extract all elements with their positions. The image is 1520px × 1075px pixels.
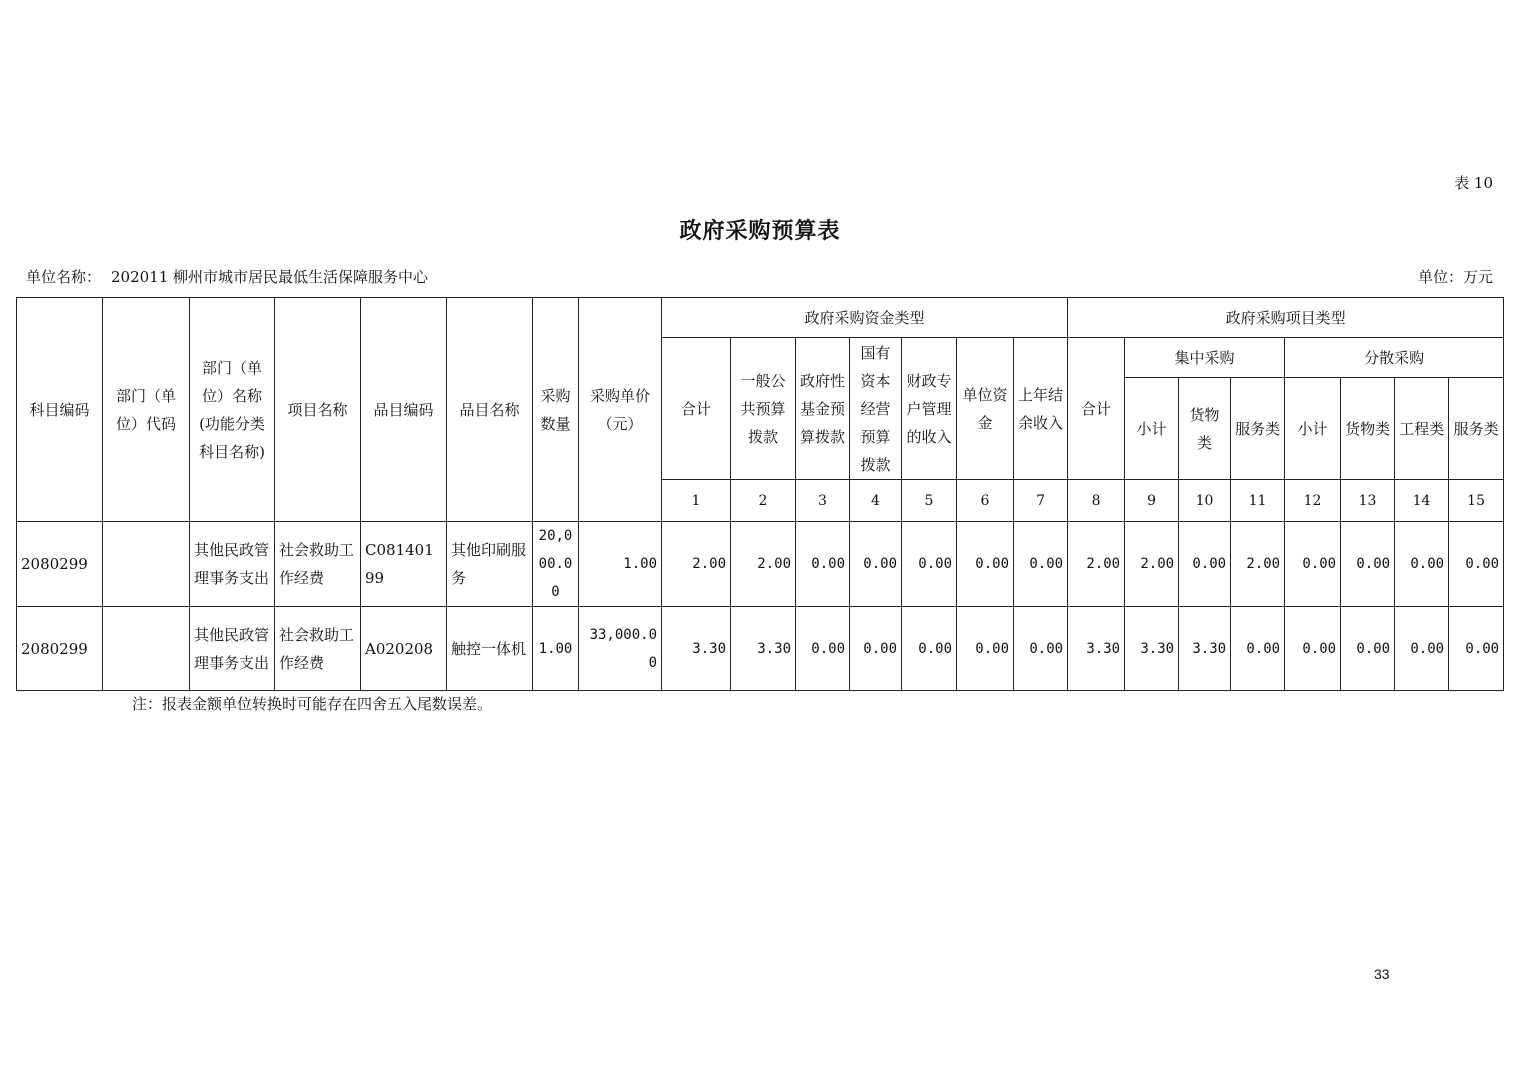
header-centralized: 集中采购 [1125,338,1285,378]
col-number: 5 [902,480,957,522]
table-row [17,522,1504,607]
header-proj-total: 合计 [1068,338,1125,480]
value-cell: 0.00 [1285,522,1341,607]
item-name-cell: 其他印刷服务 [447,522,533,607]
header-item-name: 品目名称 [447,298,533,522]
col-number: 14 [1395,480,1449,522]
col-number: 9 [1125,480,1179,522]
header-fund-total: 合计 [662,338,731,480]
col-number: 11 [1231,480,1285,522]
unit-name-label: 单位名称： [26,268,102,286]
header-unit-fund: 单位资金 [957,338,1014,480]
value-cell: 0.00 [902,607,957,691]
value-cell: 3.30 [1068,607,1125,691]
value-cell: 0.00 [850,522,902,607]
header-c-goods: 货物类 [1179,378,1231,480]
value-cell: 3.30 [731,607,796,691]
page-number: 33 [1374,966,1390,982]
unit-name-value: 202011 柳州市城市居民最低生活保障服务中心 [111,268,429,286]
header-subject-code: 科目编码 [17,298,103,522]
header-c-service: 服务类 [1231,378,1285,480]
value-cell: 2.00 [731,522,796,607]
dept-code-cell [103,607,190,691]
header-gov-fund: 政府性基金预算拨款 [796,338,850,480]
header-general-budget: 一般公共预算拨款 [731,338,796,480]
unit-price-cell: 33,000.00 [579,607,662,691]
header-dept-code: 部门（单位）代码 [103,298,190,522]
value-cell: 0.00 [796,522,850,607]
header-special-account: 财政专户管理的收入 [902,338,957,480]
subject-code-cell: 2080299 [17,522,103,607]
header-dept-name: 部门（单位）名称(功能分类科目名称) [190,298,275,522]
col-number: 4 [850,480,902,522]
page-title: 政府采购预算表 [679,218,841,244]
value-cell: 0.00 [1231,607,1285,691]
col-number: 7 [1014,480,1068,522]
unit-name-line [26,266,428,287]
value-cell: 2.00 [1068,522,1125,607]
header-prior-balance: 上年结余收入 [1014,338,1068,480]
value-cell: 0.00 [1341,522,1395,607]
item-name-cell: 触控一体机 [447,607,533,691]
col-number: 15 [1449,480,1504,522]
procurement-budget-table [16,297,1504,691]
header-d-goods: 货物类 [1341,378,1395,480]
header-project-type: 政府采购项目类型 [1068,298,1504,338]
col-number: 10 [1179,480,1231,522]
value-cell: 0.00 [1014,607,1068,691]
item-code-cell: A020208 [361,607,447,691]
header-c-subtotal: 小计 [1125,378,1179,480]
header-decentralized: 分散采购 [1285,338,1504,378]
col-number: 2 [731,480,796,522]
table-row [17,607,1504,691]
col-number: 12 [1285,480,1341,522]
col-number: 1 [662,480,731,522]
col-number: 6 [957,480,1014,522]
dept-name-cell: 其他民政管理事务支出 [190,607,275,691]
header-d-subtotal: 小计 [1285,378,1341,480]
value-cell: 0.00 [1285,607,1341,691]
value-cell: 0.00 [796,607,850,691]
value-cell: 0.00 [1014,522,1068,607]
header-item-code: 品目编码 [361,298,447,522]
header-d-service: 服务类 [1449,378,1504,480]
quantity-cell: 1.00 [533,607,579,691]
header-project-name: 项目名称 [275,298,361,522]
col-number: 8 [1068,480,1125,522]
value-cell: 0.00 [957,522,1014,607]
value-cell: 3.30 [662,607,731,691]
value-cell: 0.00 [957,607,1014,691]
table-number: 表 10 [1454,174,1493,192]
item-code-cell: C08140199 [361,522,447,607]
value-cell: 0.00 [902,522,957,607]
currency-unit: 单位：万元 [1417,268,1493,286]
value-cell: 0.00 [1395,522,1449,607]
header-state-capital: 国有资本经营预算拨款 [850,338,902,480]
value-cell: 3.30 [1125,607,1179,691]
col-number: 13 [1341,480,1395,522]
quantity-cell: 20,000.00 [533,522,579,607]
project-name-cell: 社会救助工作经费 [275,522,361,607]
value-cell: 0.00 [850,607,902,691]
header-unit-price: 采购单价（元） [579,298,662,522]
value-cell: 3.30 [1179,607,1231,691]
col-number: 3 [796,480,850,522]
footnote: 注：报表金额单位转换时可能存在四舍五入尾数误差。 [132,695,493,713]
value-cell: 2.00 [1231,522,1285,607]
value-cell: 2.00 [1125,522,1179,607]
value-cell: 2.00 [662,522,731,607]
dept-name-cell: 其他民政管理事务支出 [190,522,275,607]
unit-price-cell: 1.00 [579,522,662,607]
header-quantity: 采购数量 [533,298,579,522]
value-cell: 0.00 [1449,607,1504,691]
header-fund-type: 政府采购资金类型 [662,298,1068,338]
subject-code-cell: 2080299 [17,607,103,691]
value-cell: 0.00 [1395,607,1449,691]
value-cell: 0.00 [1449,522,1504,607]
value-cell: 0.00 [1341,607,1395,691]
value-cell: 0.00 [1179,522,1231,607]
dept-code-cell [103,522,190,607]
header-d-works: 工程类 [1395,378,1449,480]
project-name-cell: 社会救助工作经费 [275,607,361,691]
